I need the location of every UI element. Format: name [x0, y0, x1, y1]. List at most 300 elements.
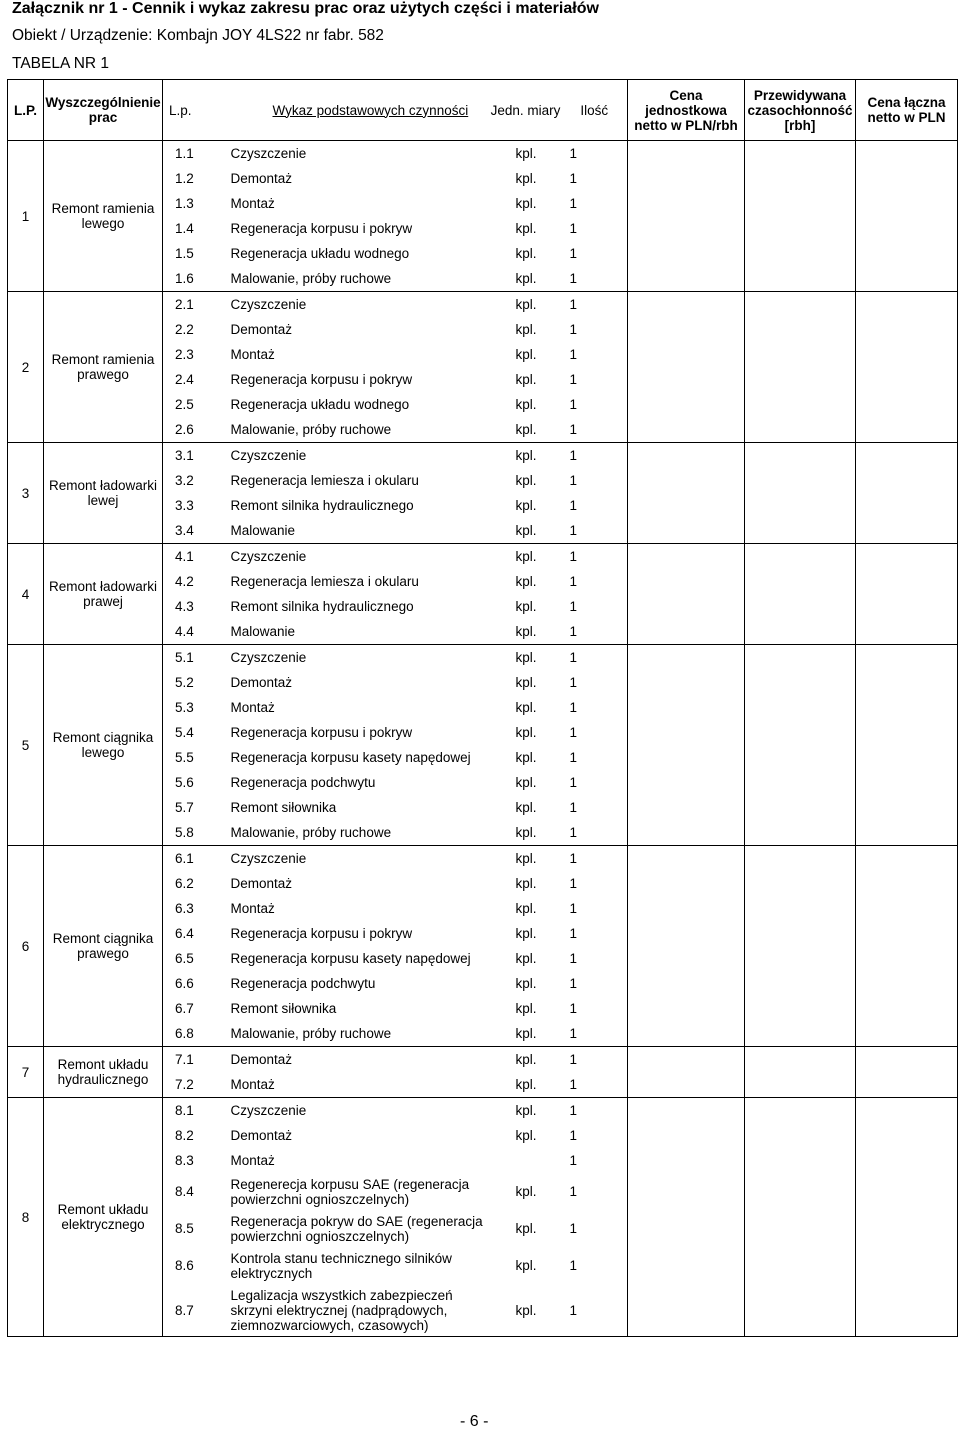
price-cell[interactable]	[628, 896, 745, 921]
hours-cell[interactable]	[745, 619, 856, 645]
row-unit: kpl.	[515, 1052, 537, 1067]
total-cell[interactable]	[856, 720, 958, 745]
row-number: 8.1	[163, 1098, 229, 1124]
price-cell[interactable]	[628, 1098, 745, 1124]
row-quantity: 1	[562, 392, 628, 417]
row-description: Regeneracja podchwytu	[230, 775, 376, 790]
total-cell[interactable]	[856, 971, 958, 996]
row-number: 1.3	[163, 191, 229, 216]
row-number: 2.1	[163, 292, 229, 318]
price-cell[interactable]	[628, 1247, 745, 1284]
row-number: 7.2	[163, 1072, 229, 1098]
hours-cell[interactable]	[745, 518, 856, 544]
row-unit: kpl.	[515, 221, 537, 236]
row-number: 5.5	[163, 745, 229, 770]
group-name: Remont układu hydraulicznego	[44, 1047, 163, 1098]
hours-cell[interactable]	[745, 141, 856, 167]
hours-cell[interactable]	[745, 645, 856, 671]
hours-cell[interactable]	[745, 191, 856, 216]
row-quantity: 1	[562, 1047, 628, 1073]
hours-cell[interactable]	[745, 1247, 856, 1284]
row-number: 5.6	[163, 770, 229, 795]
price-cell[interactable]	[628, 1210, 745, 1247]
price-cell[interactable]	[628, 392, 745, 417]
price-cell[interactable]	[628, 191, 745, 216]
row-unit: kpl.	[515, 650, 537, 665]
row-number: 2.5	[163, 392, 229, 417]
row-description: Remont silnika hydraulicznego	[230, 599, 414, 614]
row-description: Czyszczenie	[230, 650, 307, 665]
price-cell[interactable]	[628, 166, 745, 191]
row-description: Regeneracja układu wodnego	[230, 397, 410, 412]
row-number: 6.3	[163, 896, 229, 921]
row-description: Malowanie, próby ruchowe	[229, 266, 490, 292]
hours-cell[interactable]	[745, 1210, 856, 1247]
price-cell[interactable]	[628, 493, 745, 518]
price-cell[interactable]	[628, 645, 745, 671]
hours-cell[interactable]	[745, 317, 856, 342]
total-cell[interactable]	[856, 191, 958, 216]
price-cell[interactable]	[628, 820, 745, 846]
row-description: Remont siłownika	[230, 800, 337, 815]
row-unit: kpl.	[515, 951, 537, 966]
total-cell[interactable]	[856, 745, 958, 770]
total-cell[interactable]	[856, 921, 958, 946]
row-number: 3.2	[163, 468, 229, 493]
hours-cell[interactable]	[745, 720, 856, 745]
hours-cell[interactable]	[745, 1021, 856, 1047]
hours-cell[interactable]	[745, 871, 856, 896]
row-number: 4.1	[163, 544, 229, 570]
row-unit: kpl.	[515, 851, 537, 866]
hours-cell[interactable]	[745, 594, 856, 619]
row-number: 1.6	[163, 266, 229, 292]
price-cell[interactable]	[628, 1148, 745, 1173]
row-unit: kpl.	[515, 347, 537, 362]
row-unit: kpl.	[515, 800, 537, 815]
row-quantity: 1	[562, 846, 628, 872]
row-number: 6.2	[163, 871, 229, 896]
row-quantity: 1	[562, 292, 628, 318]
row-unit: kpl.	[490, 518, 562, 544]
total-cell[interactable]	[856, 1247, 958, 1284]
row-quantity: 1	[562, 241, 628, 266]
row-quantity: 1	[562, 795, 628, 820]
total-cell[interactable]	[856, 946, 958, 971]
row-description: Remont silnika hydraulicznego	[230, 498, 414, 513]
hours-cell[interactable]	[745, 896, 856, 921]
hours-cell[interactable]	[745, 996, 856, 1021]
row-number: 8.6	[163, 1247, 229, 1284]
price-cell[interactable]	[628, 619, 745, 645]
group-name: Remont ciągnika prawego	[44, 846, 163, 1047]
price-cell[interactable]	[628, 266, 745, 292]
price-cell[interactable]	[628, 518, 745, 544]
row-unit: kpl.	[490, 820, 562, 846]
row-unit: kpl.	[515, 448, 537, 463]
row-quantity: 1	[562, 493, 628, 518]
row-description: Montaż	[229, 1072, 490, 1098]
row-number: 2.3	[163, 342, 229, 367]
col-activities: Wykaz podstawowych czynności	[229, 80, 490, 141]
total-cell[interactable]	[856, 317, 958, 342]
row-description: Czyszczenie	[230, 851, 307, 866]
row-description: Malowanie, próby ruchowe	[229, 1021, 490, 1047]
col-unit: Jedn. miary	[490, 80, 562, 141]
row-number: 1.4	[163, 216, 229, 241]
hours-cell[interactable]	[745, 745, 856, 770]
total-cell[interactable]	[856, 544, 958, 570]
table-row	[8, 846, 958, 872]
row-description: Regenerecja korpusu SAE (regeneracja powierzchni ognioszczelnych)	[230, 1176, 470, 1207]
hours-cell[interactable]	[745, 1072, 856, 1098]
row-unit: kpl.	[515, 1128, 537, 1143]
price-cell[interactable]	[628, 468, 745, 493]
price-cell[interactable]	[628, 1284, 745, 1337]
row-unit: kpl.	[515, 1001, 537, 1016]
hours-cell[interactable]	[745, 1123, 856, 1148]
hours-cell[interactable]	[745, 569, 856, 594]
total-cell[interactable]	[856, 795, 958, 820]
price-cell[interactable]	[628, 317, 745, 342]
row-description: Regeneracja lemiesza i okularu	[230, 574, 419, 589]
total-cell[interactable]	[856, 1284, 958, 1337]
total-cell[interactable]	[856, 443, 958, 469]
row-unit: kpl.	[515, 926, 537, 941]
row-description: Regeneracja pokryw do SAE (regeneracja powierzchni ognioszczelnych)	[230, 1213, 483, 1244]
price-cell[interactable]	[628, 1047, 745, 1073]
row-unit: kpl.	[515, 171, 537, 186]
table-row	[8, 443, 958, 469]
price-cell[interactable]	[628, 1123, 745, 1148]
row-description: Czyszczenie	[230, 297, 307, 312]
row-description: Regeneracja układu wodnego	[230, 246, 410, 261]
total-cell[interactable]	[856, 468, 958, 493]
row-quantity: 1	[562, 141, 628, 167]
total-cell[interactable]	[856, 292, 958, 318]
price-cell[interactable]	[628, 996, 745, 1021]
col-group-name: Wyszczególnienie prac	[44, 80, 163, 141]
row-quantity: 1	[562, 544, 628, 570]
price-cell[interactable]	[628, 342, 745, 367]
row-description: Malowanie	[229, 619, 490, 645]
row-number: 3.1	[163, 443, 229, 469]
price-cell[interactable]	[628, 1173, 745, 1210]
row-number: 3.4	[163, 518, 229, 544]
row-number: 4.2	[163, 569, 229, 594]
price-cell[interactable]	[628, 1072, 745, 1098]
hours-cell[interactable]	[745, 846, 856, 872]
row-quantity: 1	[562, 1210, 628, 1247]
hours-cell[interactable]	[745, 443, 856, 469]
row-number: 5.1	[163, 645, 229, 671]
price-cell[interactable]	[628, 720, 745, 745]
row-number: 6.5	[163, 946, 229, 971]
row-description: Montaż	[230, 1153, 275, 1168]
total-cell[interactable]	[856, 1173, 958, 1210]
hours-cell[interactable]	[745, 392, 856, 417]
row-quantity: 1	[562, 921, 628, 946]
row-unit: kpl.	[515, 146, 537, 161]
total-cell[interactable]	[856, 1148, 958, 1173]
total-cell[interactable]	[856, 645, 958, 671]
row-description: Czyszczenie	[230, 549, 307, 564]
group-number: 8	[8, 1098, 44, 1337]
row-unit: kpl.	[515, 976, 537, 991]
row-description: Regeneracja korpusu kasety napędowej	[230, 951, 471, 966]
price-cell[interactable]	[628, 846, 745, 872]
row-description: Montaż	[230, 196, 275, 211]
group-name: Remont ciągnika lewego	[44, 645, 163, 846]
row-description: Demontaż	[230, 876, 293, 891]
total-cell[interactable]	[856, 846, 958, 872]
row-unit: kpl.	[515, 549, 537, 564]
row-unit: kpl.	[515, 1221, 537, 1236]
price-cell[interactable]	[628, 241, 745, 266]
row-unit: kpl.	[515, 599, 537, 614]
total-cell[interactable]	[856, 1072, 958, 1098]
total-cell[interactable]	[856, 1098, 958, 1124]
row-quantity: 1	[562, 1021, 628, 1047]
total-cell[interactable]	[856, 342, 958, 367]
hours-cell[interactable]	[745, 670, 856, 695]
price-cell[interactable]	[628, 141, 745, 167]
price-cell[interactable]	[628, 443, 745, 469]
hours-cell[interactable]	[745, 292, 856, 318]
row-quantity: 1	[562, 745, 628, 770]
row-quantity: 1	[562, 1098, 628, 1124]
row-unit: kpl.	[515, 876, 537, 891]
row-quantity: 1	[562, 191, 628, 216]
total-cell[interactable]	[856, 996, 958, 1021]
group-name: Remont układu elektrycznego	[44, 1098, 163, 1337]
row-number: 4.3	[163, 594, 229, 619]
price-cell[interactable]	[628, 569, 745, 594]
row-unit: kpl.	[515, 246, 537, 261]
price-cell[interactable]	[628, 1021, 745, 1047]
row-number: 3.3	[163, 493, 229, 518]
row-unit: kpl.	[490, 417, 562, 443]
document-title: Załącznik nr 1 - Cennik i wykaz zakresu prac oraz użytych części i materiałów	[12, 0, 599, 17]
group-number: 6	[8, 846, 44, 1047]
row-unit: kpl.	[515, 498, 537, 513]
row-unit: kpl.	[515, 1103, 537, 1118]
row-unit	[490, 1148, 562, 1173]
object-line: Obiekt / Urządzenie: Kombajn JOY 4LS22 nr fabr. 582	[12, 27, 384, 44]
table-header-row	[8, 80, 958, 141]
row-quantity: 1	[562, 720, 628, 745]
row-description: Czyszczenie	[230, 448, 307, 463]
hours-cell[interactable]	[745, 544, 856, 570]
total-cell[interactable]	[856, 594, 958, 619]
hours-cell[interactable]	[745, 166, 856, 191]
row-number: 5.4	[163, 720, 229, 745]
row-quantity: 1	[562, 1123, 628, 1148]
row-number: 2.6	[163, 417, 229, 443]
row-description: Regeneracja korpusu kasety napędowej	[230, 750, 471, 765]
row-number: 8.3	[163, 1148, 229, 1173]
total-cell[interactable]	[856, 896, 958, 921]
price-cell[interactable]	[628, 292, 745, 318]
row-number: 5.7	[163, 795, 229, 820]
price-cell[interactable]	[628, 594, 745, 619]
hours-cell[interactable]	[745, 342, 856, 367]
row-number: 4.4	[163, 619, 229, 645]
total-cell[interactable]	[856, 493, 958, 518]
row-number: 8.7	[163, 1284, 229, 1337]
row-description: Demontaż	[230, 171, 293, 186]
hours-cell[interactable]	[745, 417, 856, 443]
row-quantity: 1	[562, 443, 628, 469]
total-cell[interactable]	[856, 1047, 958, 1073]
group-number: 2	[8, 292, 44, 443]
total-cell[interactable]	[856, 141, 958, 167]
hours-cell[interactable]	[745, 946, 856, 971]
hours-cell[interactable]	[745, 468, 856, 493]
row-description: Kontrola stanu technicznego silników elektrycznych	[230, 1250, 452, 1281]
hours-cell[interactable]	[745, 241, 856, 266]
row-unit: kpl.	[515, 1184, 537, 1199]
row-quantity: 1	[562, 971, 628, 996]
total-cell[interactable]	[856, 166, 958, 191]
row-quantity: 1	[562, 518, 628, 544]
row-quantity: 1	[562, 468, 628, 493]
price-cell[interactable]	[628, 367, 745, 392]
hours-cell[interactable]	[745, 367, 856, 392]
hours-cell[interactable]	[745, 1284, 856, 1337]
row-number: 8.5	[163, 1210, 229, 1247]
row-description: Malowanie, próby ruchowe	[229, 820, 490, 846]
hours-cell[interactable]	[745, 921, 856, 946]
row-description: Montaż	[230, 347, 275, 362]
price-cell[interactable]	[628, 946, 745, 971]
total-cell[interactable]	[856, 871, 958, 896]
hours-cell[interactable]	[745, 1098, 856, 1124]
price-cell[interactable]	[628, 417, 745, 443]
row-quantity: 1	[562, 996, 628, 1021]
row-quantity: 1	[562, 695, 628, 720]
price-cell[interactable]	[628, 971, 745, 996]
hours-cell[interactable]	[745, 1173, 856, 1210]
total-cell[interactable]	[856, 392, 958, 417]
total-cell[interactable]	[856, 1021, 958, 1047]
total-cell[interactable]	[856, 216, 958, 241]
hours-cell[interactable]	[745, 266, 856, 292]
hours-cell[interactable]	[745, 1148, 856, 1173]
hours-cell[interactable]	[745, 493, 856, 518]
total-cell[interactable]	[856, 695, 958, 720]
row-description: Czyszczenie	[230, 146, 307, 161]
group-name: Remont ramienia prawego	[44, 292, 163, 443]
row-number: 2.4	[163, 367, 229, 392]
row-unit: kpl.	[490, 1072, 562, 1098]
total-cell[interactable]	[856, 770, 958, 795]
table-row	[8, 544, 958, 570]
hours-cell[interactable]	[745, 1047, 856, 1073]
price-cell[interactable]	[628, 695, 745, 720]
total-cell[interactable]	[856, 241, 958, 266]
table-row	[8, 292, 958, 318]
hours-cell[interactable]	[745, 971, 856, 996]
group-number: 7	[8, 1047, 44, 1098]
row-quantity: 1	[562, 1247, 628, 1284]
row-quantity: 1	[562, 367, 628, 392]
total-cell[interactable]	[856, 619, 958, 645]
table-row	[8, 1047, 958, 1073]
price-cell[interactable]	[628, 871, 745, 896]
price-cell[interactable]	[628, 770, 745, 795]
row-unit: kpl.	[515, 750, 537, 765]
total-cell[interactable]	[856, 1210, 958, 1247]
row-unit: kpl.	[515, 372, 537, 387]
row-unit: kpl.	[515, 700, 537, 715]
row-description: Montaż	[230, 700, 275, 715]
hours-cell[interactable]	[745, 695, 856, 720]
hours-cell[interactable]	[745, 795, 856, 820]
row-number: 8.4	[163, 1173, 229, 1210]
total-cell[interactable]	[856, 518, 958, 544]
price-cell[interactable]	[628, 921, 745, 946]
hours-cell[interactable]	[745, 770, 856, 795]
row-number: 6.4	[163, 921, 229, 946]
row-unit: kpl.	[515, 297, 537, 312]
row-unit: kpl.	[515, 397, 537, 412]
row-unit: kpl.	[490, 619, 562, 645]
group-name: Remont ładowarki prawej	[44, 544, 163, 645]
row-unit: kpl.	[490, 266, 562, 292]
total-cell[interactable]	[856, 367, 958, 392]
price-cell[interactable]	[628, 216, 745, 241]
price-cell[interactable]	[628, 795, 745, 820]
table-title: TABELA NR 1	[12, 55, 110, 72]
table-row	[8, 1098, 958, 1124]
row-unit: kpl.	[515, 574, 537, 589]
table-body	[8, 141, 958, 1337]
total-cell[interactable]	[856, 820, 958, 846]
row-quantity: 1	[562, 569, 628, 594]
row-quantity: 1	[562, 645, 628, 671]
row-description: Regeneracja korpusu i pokryw	[230, 221, 413, 236]
price-cell[interactable]	[628, 544, 745, 570]
total-cell[interactable]	[856, 1123, 958, 1148]
total-cell[interactable]	[856, 569, 958, 594]
total-cell[interactable]	[856, 266, 958, 292]
hours-cell[interactable]	[745, 820, 856, 846]
hours-cell[interactable]	[745, 216, 856, 241]
col-hours: Przewidywana czasochłonność [rbh]	[745, 80, 856, 141]
row-unit: kpl.	[515, 1258, 537, 1273]
row-description: Regeneracja korpusu i pokryw	[230, 372, 413, 387]
row-quantity: 1	[562, 1284, 628, 1337]
group-number: 5	[8, 645, 44, 846]
row-number: 6.6	[163, 971, 229, 996]
row-number: 6.8	[163, 1021, 229, 1047]
row-number: 5.2	[163, 670, 229, 695]
total-cell[interactable]	[856, 417, 958, 443]
row-unit: kpl.	[490, 1021, 562, 1047]
row-number: 2.2	[163, 317, 229, 342]
price-cell[interactable]	[628, 670, 745, 695]
row-quantity: 1	[562, 871, 628, 896]
total-cell[interactable]	[856, 670, 958, 695]
row-quantity: 1	[562, 594, 628, 619]
row-quantity: 1	[562, 770, 628, 795]
table-row	[8, 645, 958, 671]
row-description: Malowanie, próby ruchowe	[229, 417, 490, 443]
price-cell[interactable]	[628, 745, 745, 770]
row-description: Remont siłownika	[230, 1001, 337, 1016]
row-number: 1.1	[163, 141, 229, 167]
